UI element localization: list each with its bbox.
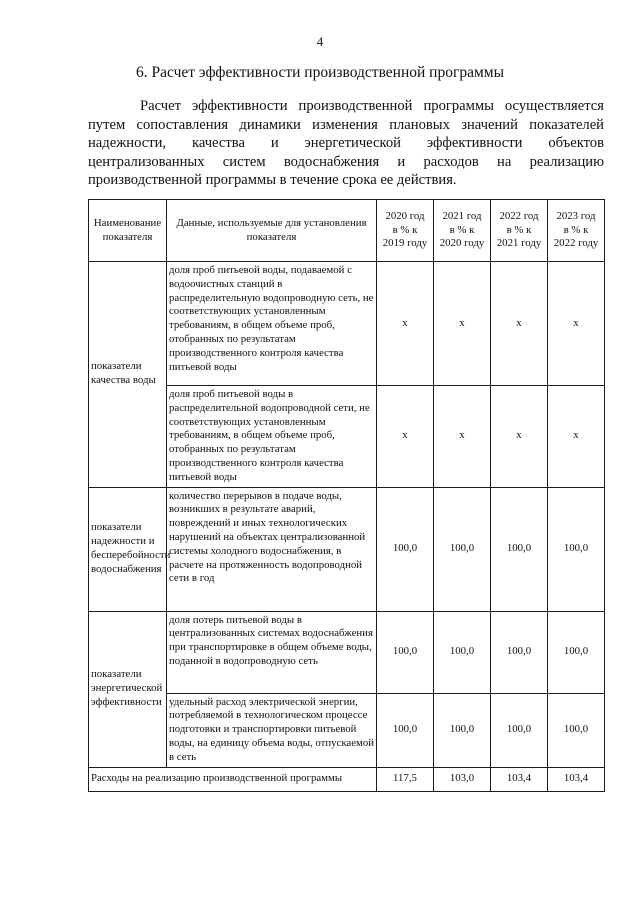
header-data: Данные, используемые для установления показателя bbox=[167, 200, 377, 262]
cell-value: 100,0 bbox=[491, 611, 548, 693]
summary-value: 117,5 bbox=[377, 767, 434, 791]
row-description: доля потерь питьевой воды в централизованных системах водоснабжения при транспортировке в общем объеме воды, поданной в водопроводную сеть bbox=[167, 611, 377, 693]
cell-value: х bbox=[377, 386, 434, 488]
header-year-2021 bbox=[434, 200, 491, 262]
table-row bbox=[89, 262, 605, 386]
cell-value: 100,0 bbox=[548, 611, 605, 693]
year-label: в % к bbox=[449, 223, 475, 236]
cell-value: 100,0 bbox=[491, 693, 548, 767]
section-heading: 6. Расчет эффективности производственной программы bbox=[136, 64, 504, 81]
cell-value: х bbox=[548, 262, 605, 386]
year-label: 2022 год bbox=[499, 209, 539, 222]
cell-value: 100,0 bbox=[377, 693, 434, 767]
table-row bbox=[89, 611, 605, 693]
cell-value: х bbox=[434, 262, 491, 386]
year-label: 2019 году bbox=[382, 237, 428, 250]
row-description: доля проб питьевой воды, подаваемой с водоочистных станций в распределительную водопроводную сеть, не соответствующих установленным требованиям, в общем объеме проб, отобранных по результатам производственного контроля качества питьевой воды bbox=[167, 262, 377, 386]
cell-value: 100,0 bbox=[491, 487, 548, 611]
page-number: 4 bbox=[316, 34, 324, 49]
year-label: 2022 году bbox=[553, 237, 599, 250]
cell-value: х bbox=[377, 262, 434, 386]
cell-value: х bbox=[491, 386, 548, 488]
header-year-2020 bbox=[377, 200, 434, 262]
summary-value: 103,4 bbox=[491, 767, 548, 791]
cell-value: 100,0 bbox=[377, 611, 434, 693]
year-label: в % к bbox=[392, 223, 418, 236]
cell-value: 100,0 bbox=[434, 693, 491, 767]
year-label: 2023 год bbox=[556, 209, 596, 222]
year-label: 2021 году bbox=[496, 237, 542, 250]
header-year-2023 bbox=[548, 200, 605, 262]
summary-label: Расходы на реализацию производственной программы bbox=[89, 767, 377, 791]
cell-value: 100,0 bbox=[548, 487, 605, 611]
year-label: 2020 год bbox=[385, 209, 425, 222]
year-label: 2021 год bbox=[442, 209, 482, 222]
summary-value: 103,0 bbox=[434, 767, 491, 791]
cell-value: 100,0 bbox=[377, 487, 434, 611]
summary-row bbox=[89, 767, 605, 791]
year-label: в % к bbox=[506, 223, 532, 236]
cell-value: х bbox=[548, 386, 605, 488]
row-description: удельный расход электрической энергии, потребляемой в технологическом процессе подготовки и транспортировки питьевой воды, на единицу объема воды, отпускаемой в сеть bbox=[167, 693, 377, 767]
header-name: Наименование показателя bbox=[89, 200, 167, 262]
cell-value: 100,0 bbox=[434, 487, 491, 611]
row-description: количество перерывов в подаче воды, возникших в результате аварий, повреждений и иных технологических нарушений на объектах централизованной системы холодного водоснабжения, в расчете на протяженность водопроводной сети в год bbox=[167, 487, 377, 611]
group-reliability: показатели надежности и бесперебойности водоснабжения bbox=[89, 487, 167, 611]
summary-value: 103,4 bbox=[548, 767, 605, 791]
cell-value: 100,0 bbox=[548, 693, 605, 767]
table-row bbox=[89, 487, 605, 611]
table-row bbox=[89, 386, 605, 488]
year-label: 2020 году bbox=[439, 237, 485, 250]
header-year-2022 bbox=[491, 200, 548, 262]
table-header-row bbox=[89, 200, 605, 262]
cell-value: х bbox=[434, 386, 491, 488]
year-label: в % к bbox=[563, 223, 589, 236]
group-energy: показатели энергетической эффективности bbox=[89, 611, 167, 767]
cell-value: х bbox=[491, 262, 548, 386]
intro-paragraph: Расчет эффективности производственной программы осуществляется путем сопоставления динамики изменения плановых значений показателей надежности, качества и энергетической эффективности объектов централизованных систем водоснабжения и расходов на реализацию производственной программы в течение срока ее действия. bbox=[88, 98, 604, 188]
table-row bbox=[89, 693, 605, 767]
cell-value: 100,0 bbox=[434, 611, 491, 693]
row-description: доля проб питьевой воды в распределительной водопроводной сети, не соответствующих установленным требованиям, в общем объеме проб, отобранных по результатам производственного контроля качества питьевой воды bbox=[167, 386, 377, 488]
group-quality: показатели качества воды bbox=[89, 262, 167, 488]
indicators-table bbox=[88, 199, 605, 792]
